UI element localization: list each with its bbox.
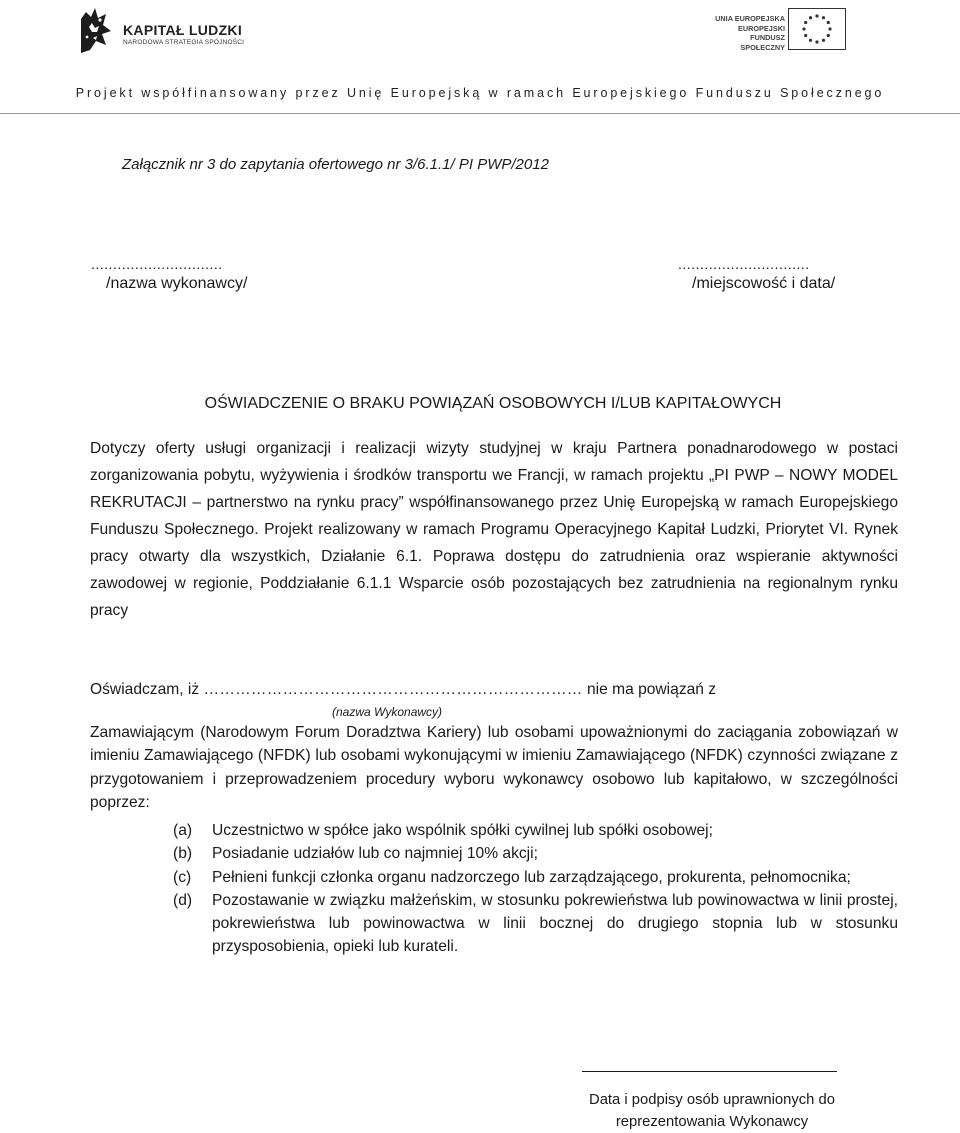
list-item-text: Uczestnictwo w spółce jako wspólnik spółki cywilnej lub spółki osobowej; bbox=[212, 822, 713, 839]
place-date-label: /miejscowość i data/ bbox=[692, 275, 836, 292]
signature-caption-line-2: reprezentowania Wykonawcy bbox=[615, 1113, 809, 1130]
list-item bbox=[173, 889, 898, 959]
declaration-dots: ……………………………………………………………… bbox=[203, 681, 583, 698]
declaration-body: Zamawiającym (Narodowym Forum Doradztwa Kariery) lub osobami upoważnionymi do zaciągania zobowiązań w imieniu Zamawiającego (NFDK) lub osobami wykonującymi w imieniu Zamawiającego (NFDK) czynności związane z przygotowaniem i przeprowadzeniem procedury wyboru wykonawcy osobowo lub kapitałowo, w szczególności poprzez: bbox=[90, 724, 898, 811]
signature-caption bbox=[560, 1090, 864, 1133]
list-item bbox=[173, 866, 898, 889]
eu-flag-icon bbox=[788, 8, 846, 50]
document-title: OŚWIADCZENIE O BRAKU POWIĄZAŃ OSOBOWYCH I/LUB KAPITAŁOWYCH bbox=[204, 395, 782, 412]
attachment-reference: Załącznik nr 3 do zapytania ofertowego nr 3/6.1.1/ PI PWP/2012 bbox=[122, 156, 549, 173]
list-item bbox=[173, 819, 898, 842]
kapital-ludzki-emblem-icon bbox=[78, 5, 114, 55]
list-item-text: Pełnieni funkcji członka organu nadzorczego lub zarządzającego, prokurenta, pełnomocnika; bbox=[212, 868, 851, 886]
offer-description-paragraph: Dotyczy oferty usługi organizacji i realizacji wizyty studyjnej w kraju Partnera ponadnarodowego w postaci zorganizowania pobytu, wyżywienia i środków transportu we Francji, w ramach projektu „PI PWP – NOWY MODEL REKRUTACJI – partnerstwo na rynku pracy” współfinansowanego przez Unię Europejską w ramach Europejskiego Funduszu Społecznego. Projekt realizowany w ramach Programu Operacyjnego Kapitał Ludzki, Priorytet VI. Rynek pracy otwarty dla wszystkich, Działanie 6.1. Poprawa dostępu do zatrudnienia oraz wspieranie aktywności zawodowej w regionie, Poddziałanie 6.1.1 Wsparcie osób pozostających bez zatrudnienia na regionalnym rynku pracy bbox=[90, 440, 898, 619]
eu-line-1: UNIA EUROPEJSKA bbox=[715, 14, 785, 23]
list-item-marker: (b) bbox=[173, 845, 193, 863]
list-item-marker: (d) bbox=[173, 891, 193, 909]
place-date-dots: .............................. bbox=[678, 256, 810, 272]
eu-efs-text bbox=[705, 14, 785, 52]
declaration-line bbox=[90, 681, 898, 699]
eu-line-2: EUROPEJSKI bbox=[737, 23, 785, 33]
list-item-marker: (c) bbox=[173, 868, 192, 886]
list-item-text: Posiadanie udziałów lub co najmniej 10% akcji; bbox=[212, 845, 538, 863]
list-item bbox=[173, 842, 898, 865]
list-item-text: Pozostawanie w związku małżeńskim, w stosunku pokrewieństwa lub powinowactwa w linii prostej, pokrewieństwa lub powinowactwa w linii bocznej do drugiego stopnia lub w stosunku przysposobienia, opieki lub kurateli. bbox=[212, 891, 898, 956]
cofinancing-statement: Projekt współfinansowany przez Unię Europejską w ramach Europejskiego Funduszu Społecznego bbox=[75, 86, 885, 100]
kapital-ludzki-subtitle: NARODOWA STRATEGIA SPÓJNOŚCI bbox=[123, 39, 245, 46]
eu-efs-logo bbox=[705, 8, 847, 54]
contractor-name-dots: .............................. bbox=[91, 256, 223, 272]
header-divider bbox=[0, 113, 960, 114]
signature-line bbox=[582, 1071, 837, 1072]
kapital-ludzki-logo bbox=[78, 5, 248, 57]
relations-list bbox=[173, 819, 898, 959]
declaration-suffix: nie ma powiązań z bbox=[586, 681, 717, 698]
declaration-prefix: Oświadczam, iż bbox=[90, 681, 200, 698]
kapital-ludzki-title: KAPITAŁ LUDZKI bbox=[123, 22, 243, 38]
eu-line-3: FUNDUSZ SPOŁECZNY bbox=[740, 33, 785, 52]
list-item-marker: (a) bbox=[173, 822, 193, 839]
signature-caption-line-1: Data i podpisy osób uprawnionych do bbox=[589, 1092, 835, 1108]
contractor-name-label: /nazwa wykonawcy/ bbox=[106, 275, 248, 292]
contractor-name-caption: (nazwa Wykonawcy) bbox=[332, 705, 443, 719]
